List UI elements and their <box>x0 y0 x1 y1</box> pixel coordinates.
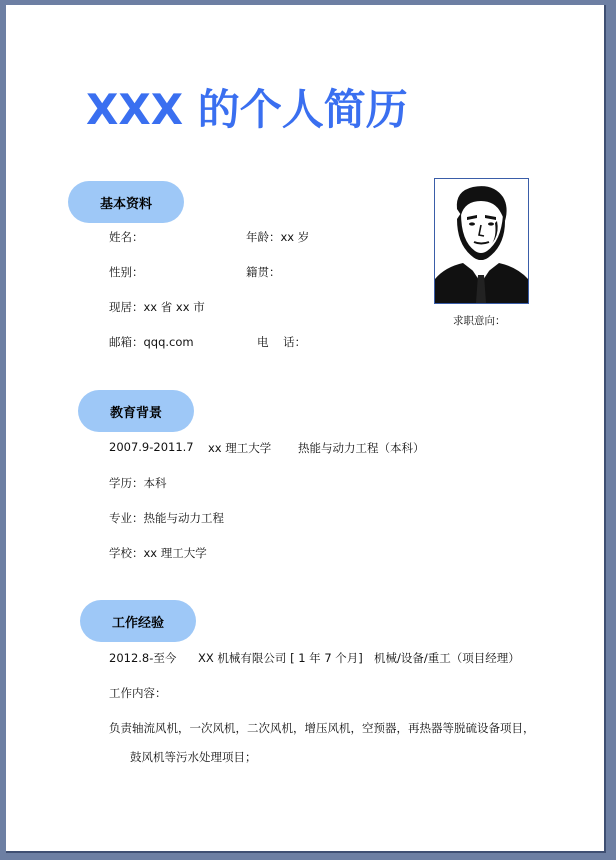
gender-field: 性别： <box>109 265 144 279</box>
work-role: 机械/设备/重工（项目经理） <box>374 651 520 665</box>
photo-caption: 求职意向： <box>453 315 506 327</box>
email-field: 邮箱：qqq.com <box>109 335 194 349</box>
age-field: 年龄：xx 岁 <box>246 230 310 244</box>
residence-field: 现居：xx 省 xx 市 <box>109 300 205 314</box>
work-content-label: 工作内容： <box>109 686 167 700</box>
resume-page <box>6 5 606 853</box>
portrait-icon <box>435 179 528 303</box>
phone-field: 电 话： <box>257 335 307 349</box>
education-period: 2007.9-2011.7 <box>109 440 194 454</box>
basic-info-heading: 基本资料 <box>68 181 184 223</box>
work-company: XX 机械有限公司 [ 1 年 7 个月] <box>198 651 363 665</box>
profile-photo <box>434 178 529 304</box>
education-degree: 学历：本科 <box>109 476 167 490</box>
work-content-line2: 鼓风机等污水处理项目； <box>130 750 257 764</box>
work-heading: 工作经验 <box>80 600 196 642</box>
education-major: 专业：热能与动力工程 <box>109 511 224 525</box>
name-field: 姓名： <box>109 230 144 244</box>
page-title: XXX 的个人简历 <box>86 85 408 134</box>
education-school-short: xx 理工大学 <box>208 441 272 455</box>
origin-field: 籍贯： <box>246 265 281 279</box>
work-period: 2012.8-至今 <box>109 651 177 665</box>
education-heading: 教育背景 <box>78 390 194 432</box>
education-major-line: 热能与动力工程（本科） <box>298 441 425 455</box>
education-school: 学校：xx 理工大学 <box>109 546 207 560</box>
work-content-line1: 负责轴流风机，一次风机，二次风机，增压风机，空预器，再热器等脱硫设备项目， <box>109 721 535 735</box>
